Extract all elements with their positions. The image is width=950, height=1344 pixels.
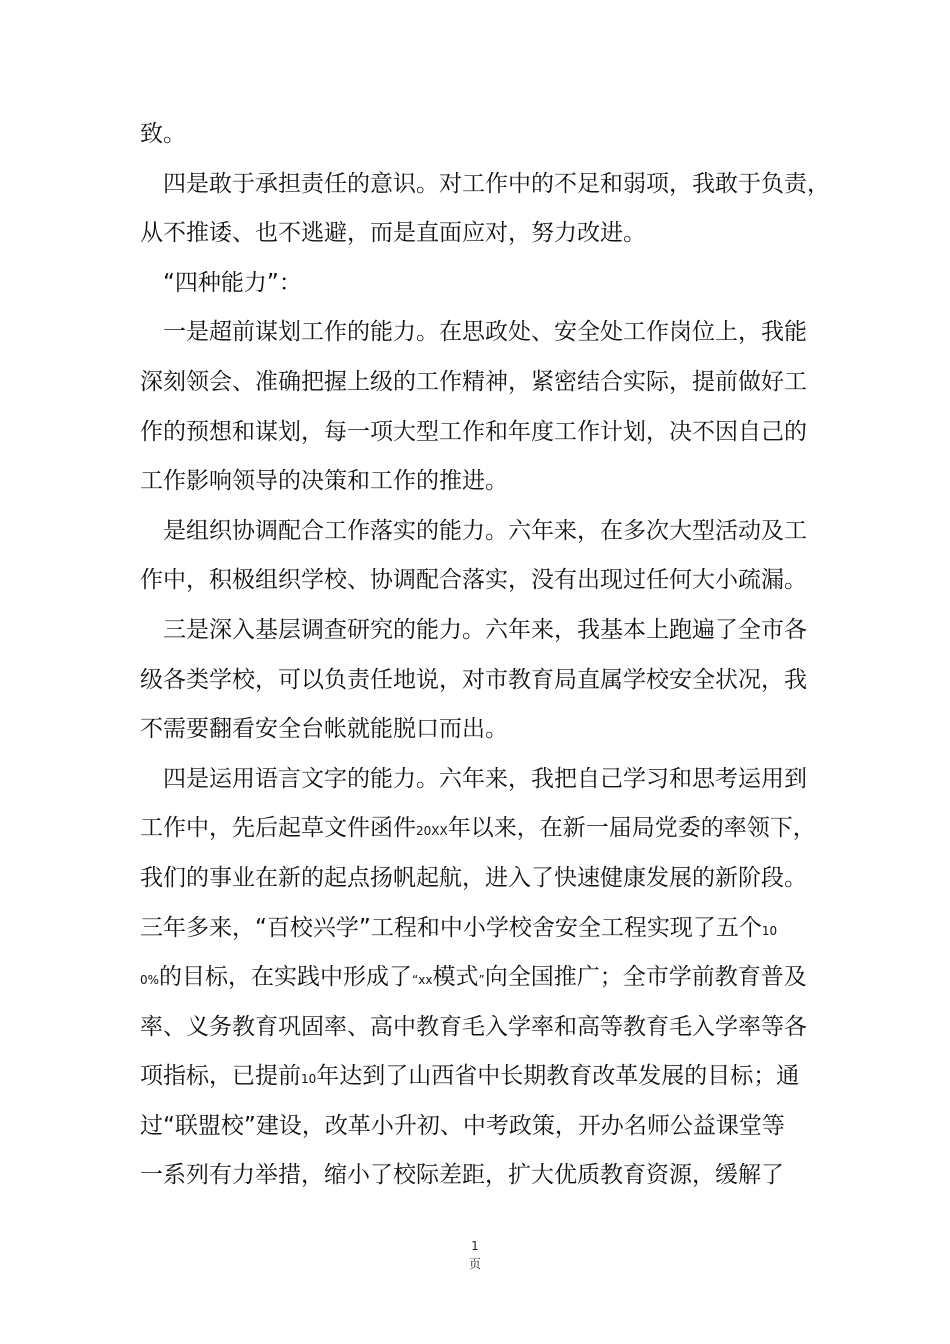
text-line-16: 我们的事业在新的起点扬帆起航，进入了快速健康发展的新阶段。 bbox=[140, 864, 807, 891]
percent-text: 0% bbox=[140, 973, 160, 988]
text-line-20 bbox=[140, 1052, 830, 1102]
text-line-9: 是组织协调配合工作落实的能力。六年来，在多次大型活动及工 bbox=[140, 517, 807, 544]
text-line-17 bbox=[140, 904, 830, 954]
text-line-2: 四是敢于承担责任的意识。对工作中的不足和弱项，我敢于负责， bbox=[140, 170, 830, 197]
page-label: 页 bbox=[468, 1257, 481, 1271]
text-run: 的目标，在实践中形成了 bbox=[159, 964, 413, 991]
text-run: 年达到了山西省中长期教育改革发展的目标；通 bbox=[316, 1063, 800, 1090]
year-text: 20XX bbox=[416, 824, 448, 839]
text-line-7: 作的预想和谋划，每一项大型工作和年度工作计划，决不因自己的 bbox=[140, 418, 807, 445]
page-number: 1 bbox=[471, 1239, 479, 1253]
text-line-3: 从不推诿、也不逃避，而是直面应对，努力改进。 bbox=[140, 220, 646, 247]
text-line-13: 不需要翻看安全台帐就能脱口而出。 bbox=[140, 716, 508, 743]
text-run: 向全国推广；全市学前教育普及 bbox=[484, 964, 807, 991]
number-text: 10 bbox=[761, 923, 778, 938]
body-text bbox=[140, 110, 830, 1201]
text-line-12: 级各类学校，可以负责任地说，对市教育局直属学校安全状况，我 bbox=[140, 666, 807, 693]
text-run: 项指标，已提前 bbox=[140, 1063, 301, 1090]
text-line-8: 工作影响领导的决策和工作的推进。 bbox=[140, 468, 508, 495]
text-run: 工作中，先后起草文件函件 bbox=[140, 815, 416, 842]
text-line-11: 三是深入基层调查研究的能力。六年来，我基本上跑遍了全市各 bbox=[140, 616, 807, 643]
text-line-6: 深刻领会、准确把握上级的工作精神，紧密结合实际，提前做好工 bbox=[140, 368, 807, 395]
text-run: 年以来，在新一届局党委的率领下， bbox=[447, 815, 816, 842]
text-line-21: 过“联盟校”建设，改革小升初、中考政策，开办名师公益课堂等 bbox=[140, 1112, 785, 1139]
number-text: 10 bbox=[301, 1072, 317, 1087]
text-line-10: 作中，积极组织学校、协调配合落实，没有出现过任何大小疏漏。 bbox=[140, 567, 807, 594]
text-run: 三年多来，“百校兴学”工程和中小学校舍安全工程实现了五个 bbox=[140, 914, 762, 941]
text-line-1: 致。 bbox=[140, 121, 186, 147]
quote-close-text: ” bbox=[478, 973, 485, 988]
text-line-4: “四种能力”： bbox=[140, 269, 302, 296]
text-line-5: 一是超前谋划工作的能力。在思政处、安全处工作岗位上，我能 bbox=[140, 319, 807, 346]
text-line-22: 一系列有力举措，缩小了校际差距，扩大优质教育资源，缓解了 bbox=[140, 1162, 784, 1189]
text-line-19: 率、义务教育巩固率、高中教育毛入学率和高等教育毛入学率等各 bbox=[140, 1013, 807, 1040]
text-line-14: 四是运用语言文字的能力。六年来，我把自己学习和思考运用到 bbox=[140, 765, 807, 792]
quote-open-text: “xx bbox=[412, 973, 433, 988]
text-run: 模式 bbox=[432, 964, 479, 991]
text-line-15 bbox=[140, 804, 830, 854]
text-line-18 bbox=[140, 953, 830, 1003]
